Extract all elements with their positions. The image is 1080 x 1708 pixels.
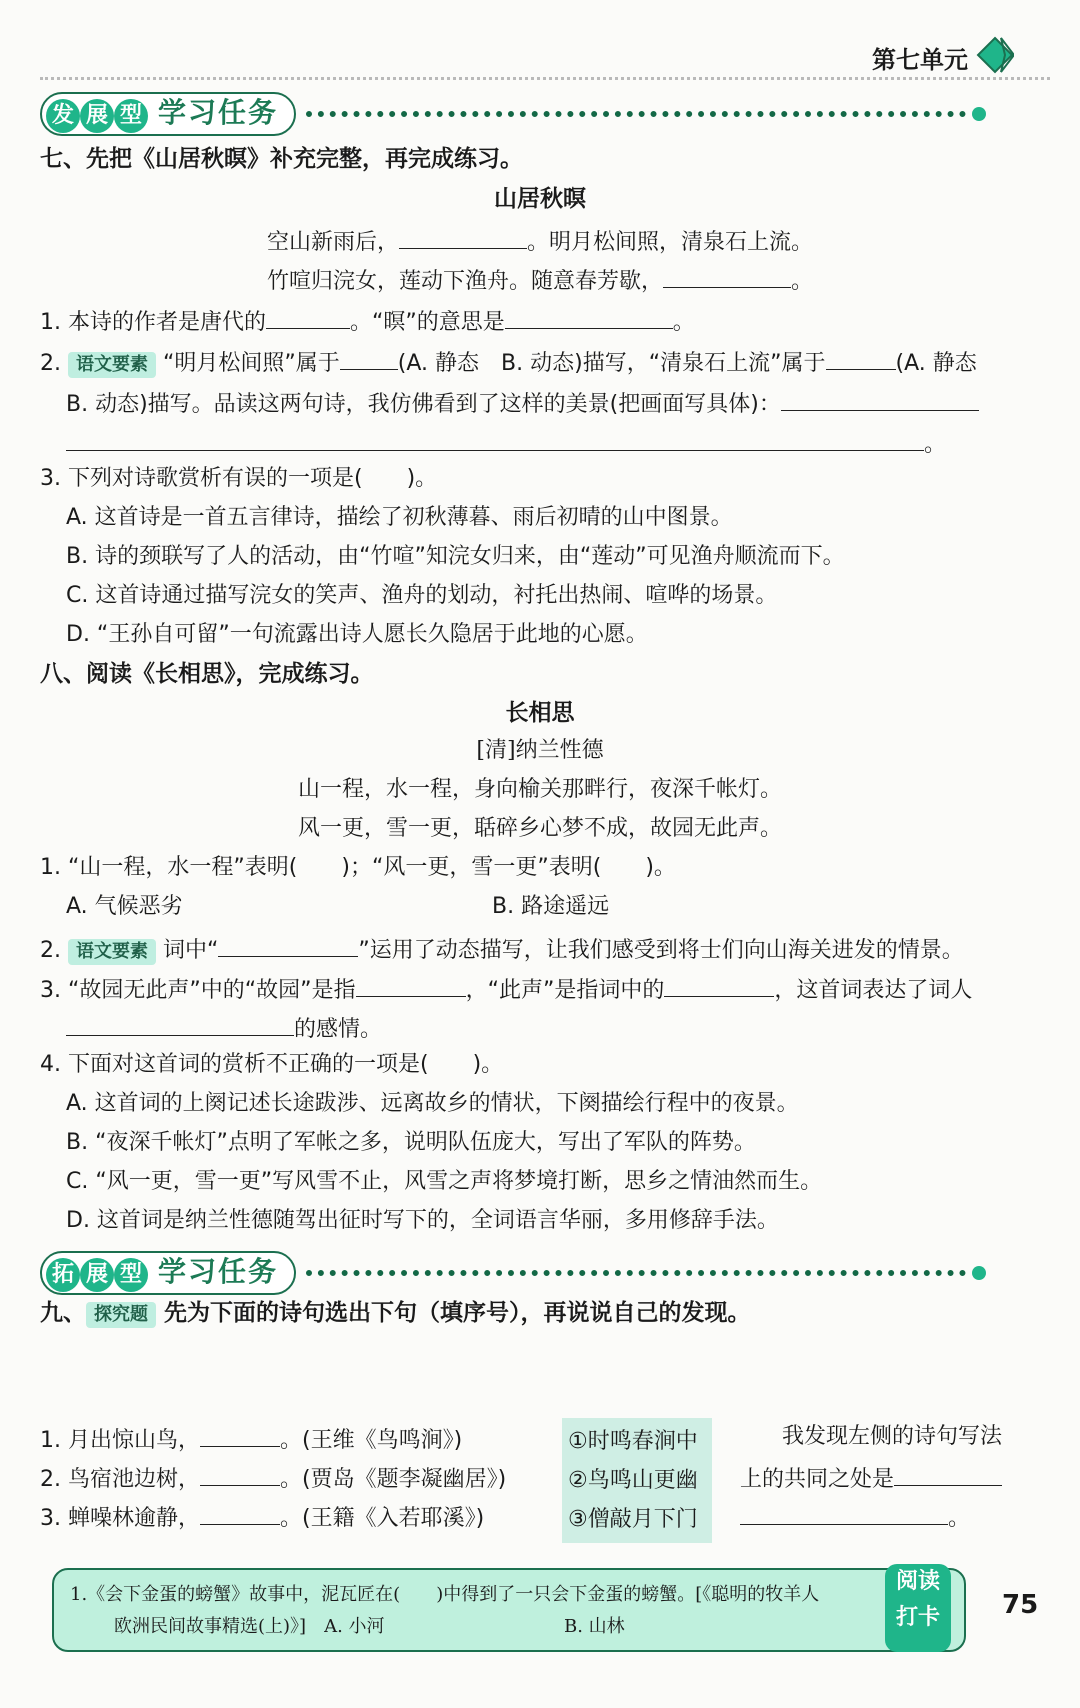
answer-blank[interactable] [200, 1422, 280, 1447]
q7-option-c[interactable]: C. 这首诗通过描写浣女的笑声、渔舟的划动，衬托出热闹、喧哗的场景。 [66, 583, 778, 608]
banner-char: 展 [80, 1258, 114, 1292]
banner-char: 发 [46, 99, 80, 133]
answer-blank[interactable] [266, 304, 350, 329]
header-divider [40, 77, 1050, 84]
banner-title: 学习任务 [158, 1255, 279, 1288]
q8-poem-author: [清]纳兰性德 [476, 738, 604, 763]
answer-blank[interactable] [663, 263, 791, 288]
q7-sub2: 2. 语文要素 “明月松间照”属于 (A. 静态 B. 动态)描写，“清泉石上流”属于 (A. 静态 [40, 345, 977, 379]
banner-pill [40, 1251, 296, 1295]
q9-item-2: 2. 鸟宿池边树， 。(贾岛《题李凝幽居》) [40, 1461, 506, 1495]
tag-yuwen: 语文要素 [68, 352, 156, 378]
answer-blank[interactable] [781, 386, 979, 411]
answer-blank[interactable] [66, 426, 924, 451]
q9-choice[interactable]: ①时鸣春涧中 [568, 1429, 698, 1454]
q8-title: 八、阅读《长相思》，完成练习。 [40, 661, 374, 687]
tag-yuwen: 语文要素 [68, 939, 156, 965]
answer-blank[interactable] [740, 1500, 948, 1525]
q9-item-1: 1. 月出惊山鸟， 。(王维《鸟鸣涧》) [40, 1422, 462, 1456]
answer-blank[interactable] [356, 972, 466, 997]
reading-option-b[interactable]: B. 山林 [564, 1616, 625, 1637]
banner-char: 拓 [46, 1258, 80, 1292]
page-number: 75 [1002, 1590, 1039, 1620]
q8-poem-line1: 山一程，水一程，身向榆关那畔行，夜深千帐灯。 [297, 777, 782, 802]
q9-discovery-3: 。 [740, 1500, 970, 1534]
section-banner-development [40, 92, 986, 136]
q8-sub1-option-b[interactable]: B. 路途遥远 [492, 894, 610, 919]
q9-title: 九、 探究题 先为下面的诗句选出下句（填序号），再说说自己的发现。 [40, 1300, 751, 1326]
q8-sub2: 2. 语文要素 词中“ ”运用了动态描写，让我们感受到将士们向山海关进发的情景。 [40, 932, 964, 966]
q7-poem-line2: 竹喧归浣女，莲动下渔舟。随意春芳歇， 。 [0, 263, 1080, 297]
q8-sub3: 3. “故园无此声”中的“故园”是指 ，“此声”是指词中的 ，这首词表达了词人 [40, 972, 972, 1006]
banner-title: 学习任务 [158, 96, 279, 129]
answer-blank[interactable] [894, 1461, 1002, 1486]
q7-sub3: 3. 下列对诗歌赏析有误的一项是( )。 [40, 466, 438, 491]
answer-blank[interactable] [66, 1011, 294, 1036]
answer-blank[interactable] [218, 932, 358, 957]
answer-blank[interactable] [505, 304, 673, 329]
badge-line2: 打卡 [895, 1605, 940, 1630]
q9-discovery-1: 我发现左侧的诗句写法 [782, 1424, 1003, 1449]
banner-char: 型 [114, 99, 148, 133]
badge-line1: 阅读 [895, 1569, 940, 1594]
q9-discovery-2: 上的共同之处是 [740, 1461, 1002, 1495]
q8-option-b[interactable]: B. “夜深千帐灯”点明了军帐之多，说明队伍庞大，写出了军队的阵势。 [66, 1130, 756, 1155]
banner-char: 展 [80, 99, 114, 133]
reading-question-line1: 1.《会下金蛋的螃蟹》故事中，泥瓦匠在( )中得到了一只会下金蛋的螃蟹。[《聪明的牧羊人 [70, 1584, 820, 1605]
answer-blank[interactable] [826, 345, 896, 370]
q9-item-3: 3. 蝉噪林逾静， 。(王籍《入若耶溪》) [40, 1500, 484, 1534]
q7-sub1: 1. 本诗的作者是唐代的 。“暝”的意思是 。 [40, 304, 695, 338]
q7-title: 七、先把《山居秋暝》补充完整，再完成练习。 [40, 146, 523, 172]
answer-blank[interactable] [664, 972, 774, 997]
q7-sub2-cont: B. 动态)描写。品读这两句诗，我仿佛看到了这样的美景(把画面写具体)： [66, 386, 979, 420]
banner-end-dot [972, 1266, 986, 1280]
q8-sub1-option-a[interactable]: A. 气候恶劣 [66, 894, 183, 919]
answer-blank[interactable] [399, 224, 527, 249]
q8-option-c[interactable]: C. “风一更，雪一更”写风雪不止，风雪之声将梦境打断，思乡之情油然而生。 [66, 1169, 823, 1194]
banner-char: 型 [114, 1258, 148, 1292]
answer-blank[interactable] [340, 345, 398, 370]
banner-pill [40, 92, 296, 136]
reading-question-line2[interactable]: 欧洲民间故事精选(上)》] A. 小河 [114, 1616, 385, 1637]
q8-option-a[interactable]: A. 这首词的上阕记述长途跋涉、远离故乡的情状，下阕描绘行程中的夜景。 [66, 1091, 799, 1116]
q8-sub1: 1. “山一程，水一程”表明( )；“风一更，雪一更”表明( )。 [40, 855, 676, 880]
q7-option-b[interactable]: B. 诗的颈联写了人的活动，由“竹喧”知浣女归来，由“莲动”可见渔舟顺流而下。 [66, 544, 845, 569]
q9-choice[interactable]: ②鸟鸣山更幽 [568, 1468, 698, 1493]
q7-sub2-line: 。 [66, 426, 946, 460]
q8-poem-line2: 风一更，雪一更，聒碎乡心梦不成，故园无此声。 [297, 816, 782, 841]
q8-sub3-cont: 的感情。 [66, 1011, 382, 1045]
unit-label: 第七单元 [872, 46, 968, 74]
q7-poem-line1: 空山新雨后， 。明月松间照，清泉石上流。 [0, 224, 1080, 258]
q7-poem-title: 山居秋暝 [494, 186, 586, 212]
diamond-icon [976, 36, 1014, 74]
q8-option-d[interactable]: D. 这首词是纳兰性德随驾出征时写下的，全词语言华丽，多用修辞手法。 [66, 1208, 779, 1233]
section-banner-extension [40, 1251, 986, 1295]
q9-choice-box [562, 1418, 712, 1543]
q8-sub4: 4. 下面对这首词的赏析不正确的一项是( )。 [40, 1052, 504, 1077]
answer-blank[interactable] [200, 1461, 280, 1486]
answer-blank[interactable] [200, 1500, 280, 1525]
banner-dots [306, 111, 966, 117]
banner-end-dot [972, 107, 986, 121]
reading-card [52, 1568, 966, 1652]
tag-explore: 探究题 [86, 1302, 156, 1328]
reading-checkin-badge[interactable] [885, 1564, 951, 1652]
q9-choice[interactable]: ③僧敲月下门 [568, 1507, 698, 1532]
q8-poem-title: 长相思 [505, 700, 575, 726]
banner-dots [306, 1270, 966, 1276]
q7-option-d[interactable]: D. “王孙自可留”一句流露出诗人愿长久隐居于此地的心愿。 [66, 622, 648, 647]
q7-option-a[interactable]: A. 这首诗是一首五言律诗，描绘了初秋薄暮、雨后初晴的山中图景。 [66, 505, 733, 530]
